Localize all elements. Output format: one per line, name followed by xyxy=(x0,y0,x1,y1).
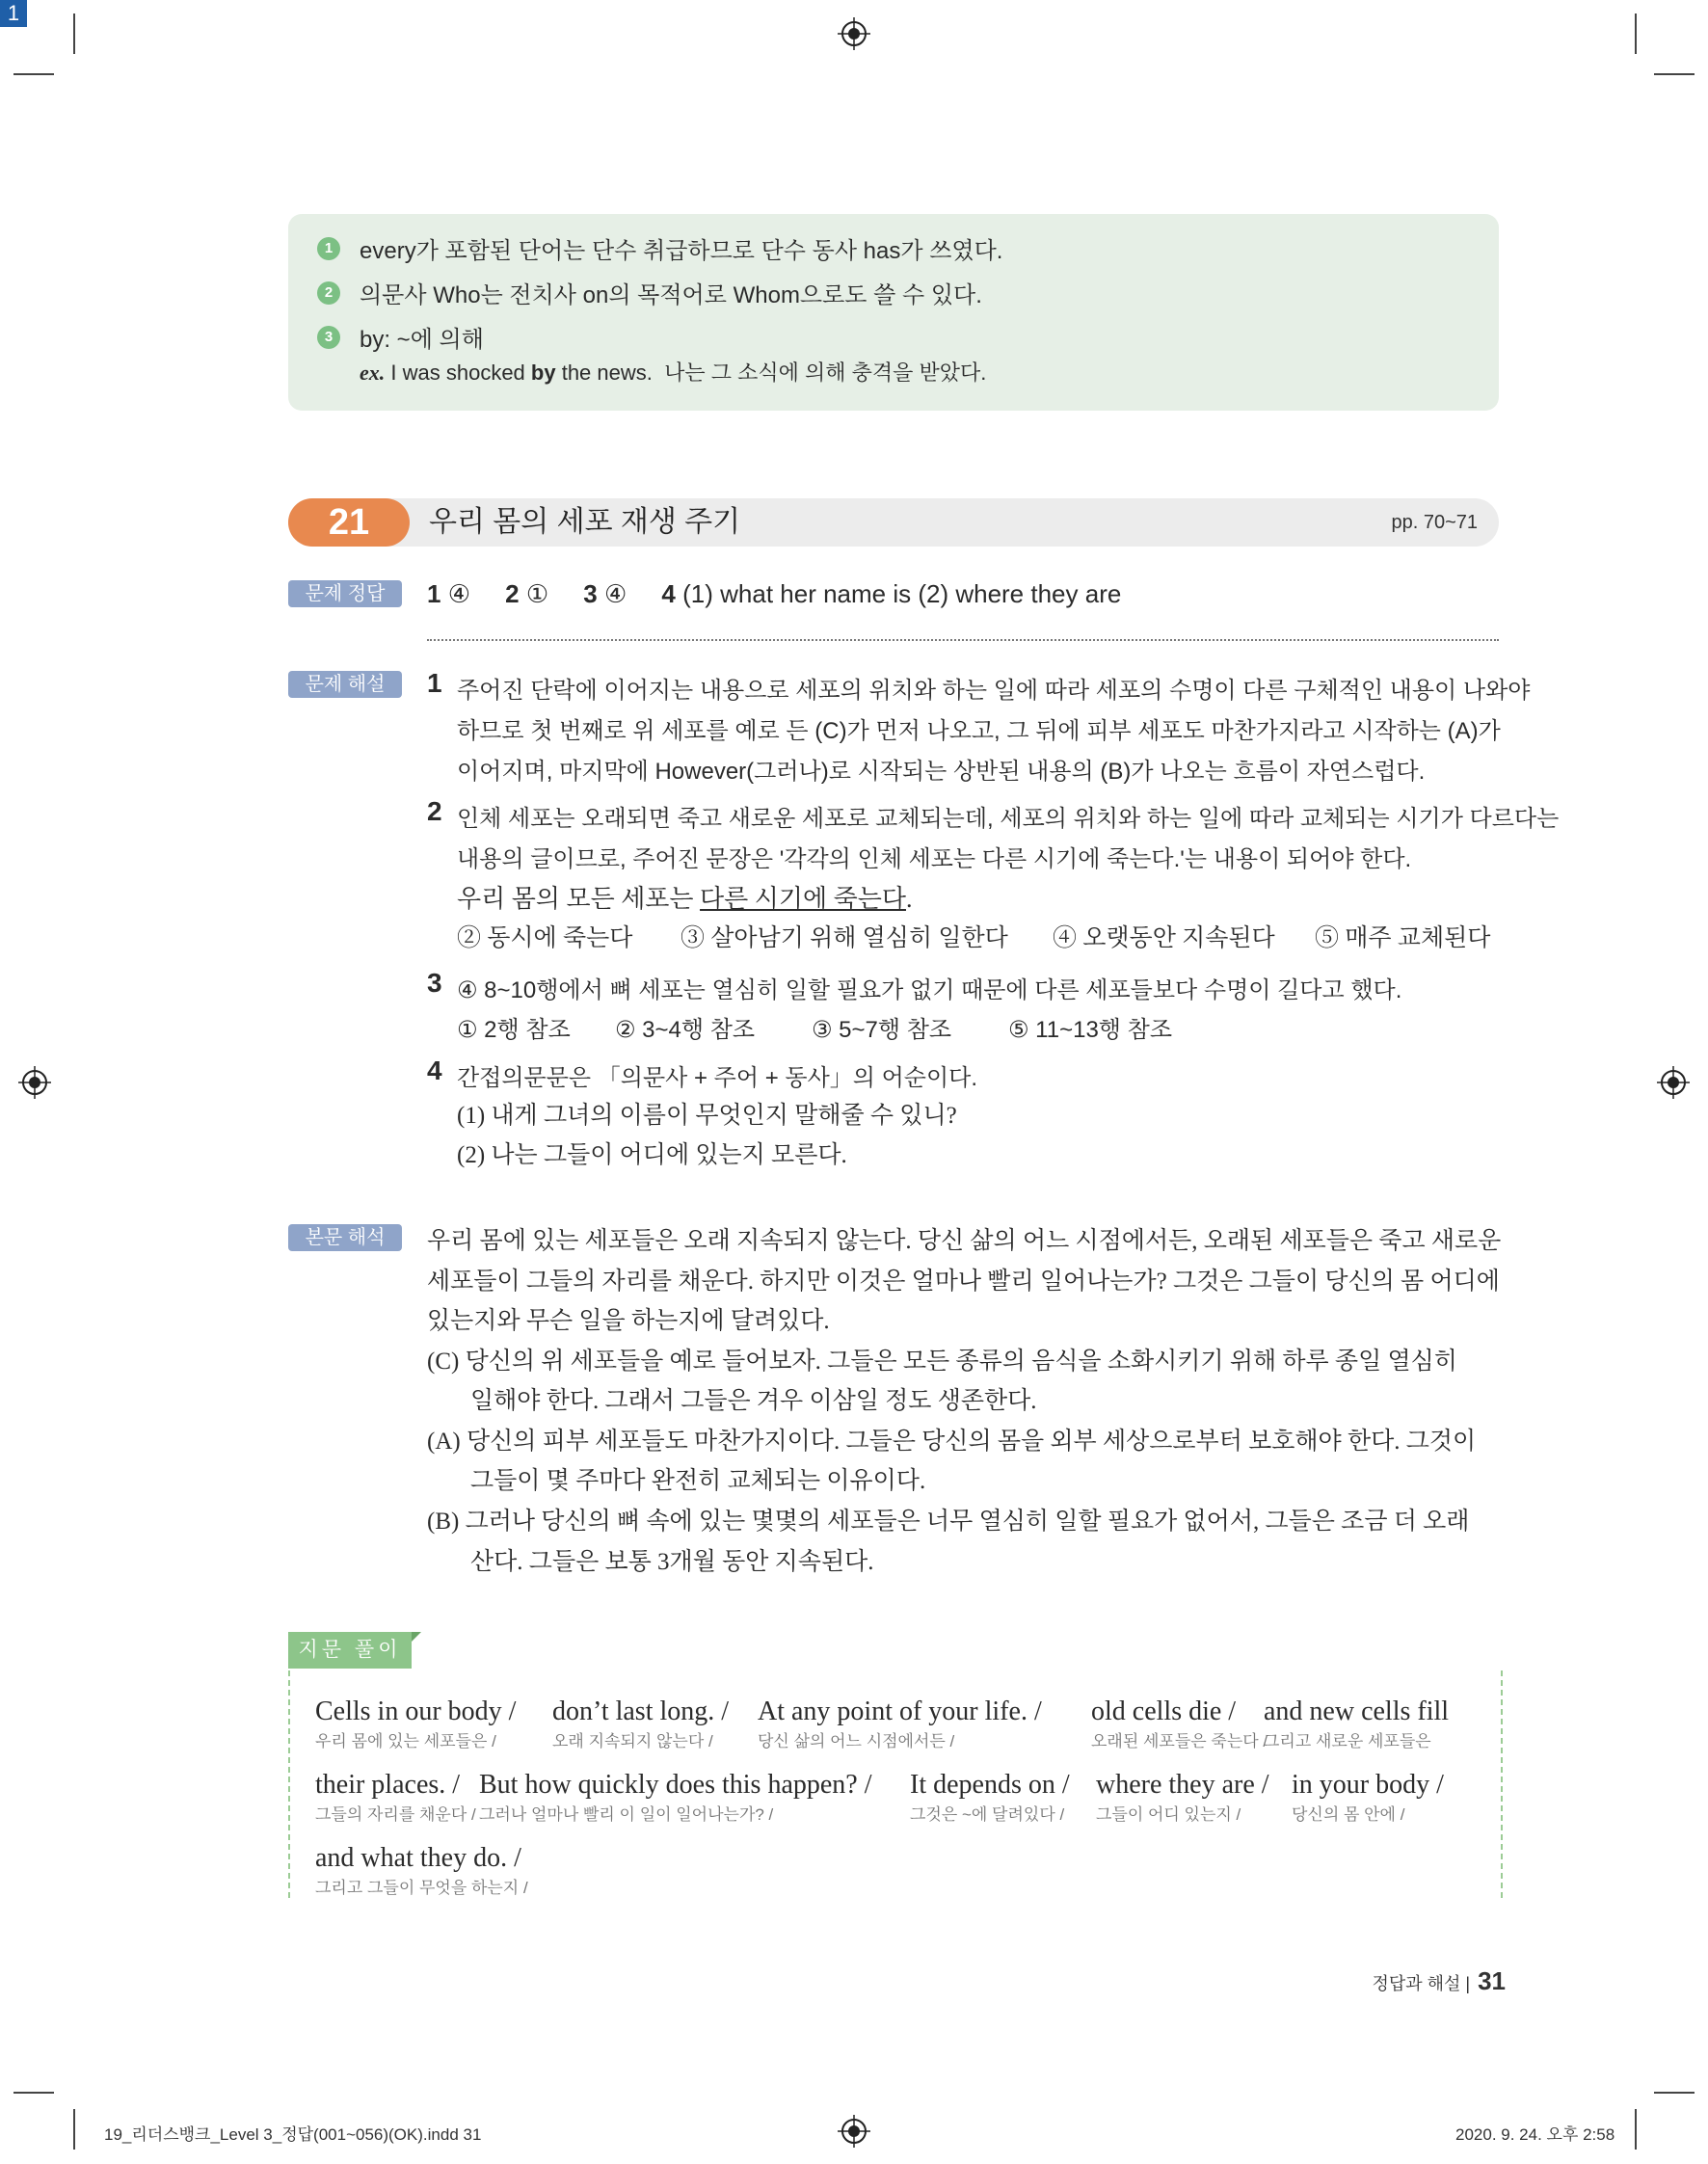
page-footer xyxy=(1372,1966,1506,1996)
english-chunk: It depends on / xyxy=(910,1770,1070,1800)
note-number-2-icon: 2 xyxy=(317,281,340,305)
crop-mark xyxy=(1654,2092,1695,2094)
registration-mark-icon xyxy=(18,1066,51,1099)
english-chunk: At any point of your life. / xyxy=(758,1696,1042,1726)
crop-mark xyxy=(13,2092,54,2094)
translation-text: 일해야 한다. 그래서 그들은 겨우 이삼일 정도 생존한다. xyxy=(470,1388,1037,1414)
example-translation: 나는 그 소식에 의해 충격을 받았다. xyxy=(664,361,987,385)
note-text: 의문사 Who는 전치사 on의 목적어로 Whom으로도 쓸 수 있다. xyxy=(360,282,982,308)
english-chunk: Cells in our body / xyxy=(315,1696,517,1726)
passage-tag-fold xyxy=(412,1632,421,1642)
example-bold: by xyxy=(530,361,556,385)
footer-label: 정답과 해설 | xyxy=(1372,1974,1471,1993)
underlined-answer: 다른 시기에 죽는다 xyxy=(700,885,906,913)
passage-chunk xyxy=(1264,1696,1449,1751)
passage-chunk xyxy=(479,1770,872,1825)
explanation-text: 내용의 글이므로, 주어진 문장은 '각각의 인체 세포는 다른 시기에 죽는다.'는 내용이 되어야 한다. xyxy=(457,846,1412,872)
translation-text: (B) 그러나 당신의 뼈 속에 있는 몇몇의 세포들은 너무 열심히 일할 필요가 없어서, 그들은 조금 더 오래 xyxy=(427,1509,1470,1535)
english-chunk: don’t last long. / xyxy=(552,1696,730,1726)
explanation-text: ④ 8~10행에서 뼈 세포는 열심히 일할 필요가 없기 때문에 다른 세포들보다 수명이 길다고 했다. xyxy=(457,977,1402,1003)
english-chunk: their places. / xyxy=(315,1770,461,1800)
sentence-text: . xyxy=(905,885,913,913)
explanation-text xyxy=(457,879,912,915)
explanation-tag: 문제 해설 xyxy=(288,671,402,698)
registration-mark-icon xyxy=(1657,1066,1690,1099)
reference-text: ② 3~4행 참조 xyxy=(615,1017,756,1043)
english-chunk: in your body / xyxy=(1292,1770,1444,1800)
grammar-notes-box xyxy=(288,214,1499,411)
print-slug-date: 2020. 9. 24. 오후 2:58 xyxy=(1455,2125,1615,2144)
note-text: every가 포함된 단어는 단수 취급하므로 단수 동사 has가 쓰였다. xyxy=(360,238,1003,264)
answer-number: 3 xyxy=(583,579,598,608)
question-number: 4 xyxy=(427,1055,442,1085)
option-text: ⑤ 매주 교체된다 xyxy=(1315,925,1491,951)
option-text: ③ 살아남기 위해 열심히 일한다 xyxy=(681,925,1008,951)
question-number: 2 xyxy=(427,796,442,826)
explanation-text: 주어진 단락에 이어지는 내용으로 세포의 위치와 하는 일에 따라 세포의 수명이 다른 구체적인 내용이 나와야 xyxy=(457,678,1531,704)
english-chunk: and what they do. / xyxy=(315,1843,521,1873)
answer-value: ④ xyxy=(603,579,627,608)
answer-value: (1) what her name is (2) where they are xyxy=(682,579,1122,608)
crop-mark xyxy=(1635,2109,1637,2150)
korean-gloss: 그들의 자리를 채운다 / xyxy=(315,1805,476,1824)
passage-chunk xyxy=(315,1843,528,1898)
note-item-1 xyxy=(317,231,1002,265)
registration-mark-icon xyxy=(838,2115,870,2148)
crop-mark xyxy=(1635,13,1637,54)
example-text: I was shocked xyxy=(390,361,531,385)
explanation-text: 이어지며, 마지막에 However(그러나)로 시작되는 상반된 내용의 (B)가 나오는 흐름이 자연스럽다. xyxy=(457,759,1426,785)
sentence-text: 우리 몸의 모든 세포는 xyxy=(457,885,701,913)
answer-value: ① xyxy=(525,579,549,608)
translation-text: (C) 당신의 위 세포들을 예로 들어보자. 그들은 모든 종류의 음식을 소화시키기 위해 하루 종일 열심히 xyxy=(427,1349,1457,1375)
explanation-text: (1) 내게 그녀의 이름이 무엇인지 말해줄 수 있니? xyxy=(457,1103,957,1129)
question-number: 1 xyxy=(427,668,442,698)
explanation-text: 인체 세포는 오래되면 죽고 새로운 세포로 교체되는데, 세포의 위치와 하는 일에 따라 교체되는 시기가 다르다는 xyxy=(457,806,1560,832)
answers-tag: 문제 정답 xyxy=(288,580,402,607)
crop-mark xyxy=(73,13,75,54)
korean-gloss: 그들이 어디 있는지 / xyxy=(1096,1805,1241,1824)
translation-text: 있는지와 무슨 일을 하는지에 달려있다. xyxy=(427,1308,830,1334)
note-text: by: ~에 의해 xyxy=(360,327,484,353)
note-item-2 xyxy=(317,276,982,309)
passage-chunk xyxy=(552,1696,729,1751)
section-number: 21 xyxy=(288,498,410,547)
explanation-text: (2) 나는 그들이 어디에 있는지 모른다. xyxy=(457,1142,847,1168)
crop-mark xyxy=(13,73,54,75)
korean-gloss: 우리 몸에 있는 세포들은 / xyxy=(315,1732,496,1750)
korean-gloss: 당신 삶의 어느 시점에서든 / xyxy=(758,1732,955,1750)
translation-text: (A) 당신의 피부 세포들도 마찬가지이다. 그들은 당신의 몸을 외부 세상으로부터 보호해야 한다. 그것이 xyxy=(427,1429,1477,1455)
section-pages: pp. 70~71 xyxy=(1391,512,1478,533)
registration-mark-icon xyxy=(838,17,870,50)
dotted-divider xyxy=(427,639,1499,641)
answer-number: 4 xyxy=(661,579,676,608)
translation-tag: 본문 해석 xyxy=(288,1224,402,1251)
korean-gloss: 그러나 얼마나 빨리 이 일이 일어나는가? / xyxy=(479,1805,774,1824)
question-number: 3 xyxy=(427,968,442,998)
korean-gloss: 오래된 세포들은 죽는다 / xyxy=(1091,1732,1268,1750)
passage-tag: 지문 풀이 xyxy=(288,1632,412,1669)
section-title: 우리 몸의 세포 재생 주기 xyxy=(429,506,741,538)
option-text: ② 동시에 죽는다 xyxy=(457,925,633,951)
translation-text: 그들이 몇 주마다 완전히 교체되는 이유이다. xyxy=(470,1468,926,1494)
reference-text: ⑤ 11~13행 참조 xyxy=(1008,1017,1173,1043)
passage-chunk xyxy=(1096,1770,1269,1825)
reference-text: ① 2행 참조 xyxy=(457,1017,571,1043)
explanation-text: 하므로 첫 번째로 위 세포를 예로 든 (C)가 먼저 나오고, 그 뒤에 피부 세포도 마찬가지라고 시작하는 (A)가 xyxy=(457,718,1501,744)
answer-number: 2 xyxy=(505,579,520,608)
english-chunk: and new cells fill xyxy=(1264,1696,1450,1726)
note-item-3 xyxy=(317,320,484,354)
korean-gloss: 그리고 그들이 무엇을 하는지 / xyxy=(315,1879,528,1897)
reference-text: ③ 5~7행 참조 xyxy=(812,1017,952,1043)
section-header xyxy=(288,498,1499,547)
crop-mark xyxy=(1654,73,1695,75)
explanation-text: 간접의문문은 「의문사 + 주어 + 동사」의 어순이다. xyxy=(457,1065,978,1091)
answer-value: ④ xyxy=(447,579,471,608)
page-corner-badge: 1 xyxy=(0,0,27,27)
passage-chunk xyxy=(315,1770,476,1825)
korean-gloss: 그리고 새로운 세포들은 xyxy=(1264,1732,1431,1750)
korean-gloss: 오래 지속되지 않는다 / xyxy=(552,1732,713,1750)
note-number-1-icon: 1 xyxy=(317,237,340,260)
note-number-3-icon: 3 xyxy=(317,326,340,349)
page-number: 31 xyxy=(1478,1966,1506,1995)
print-slug-file: 19_리더스뱅크_Level 3_정답(001~056)(OK).indd 31 xyxy=(104,2125,482,2144)
passage-chunk xyxy=(315,1696,516,1751)
english-chunk: where they are / xyxy=(1096,1770,1269,1800)
crop-mark xyxy=(73,2109,75,2150)
example-label: ex. xyxy=(360,361,386,385)
option-text: ④ 오랫동안 지속된다 xyxy=(1053,925,1275,951)
translation-text: 세포들이 그들의 자리를 채운다. 하지만 이것은 얼마나 빨리 일어나는가? 그것은 그들이 당신의 몸 어디에 xyxy=(427,1269,1500,1295)
passage-chunk xyxy=(1091,1696,1268,1751)
translation-text: 산다. 그들은 보통 3개월 동안 지속된다. xyxy=(470,1549,874,1575)
korean-gloss: 그것은 ~에 달려있다 / xyxy=(910,1805,1065,1824)
answers-line xyxy=(427,579,1121,609)
answer-number: 1 xyxy=(427,579,441,608)
passage-chunk xyxy=(1292,1770,1444,1825)
note-example xyxy=(360,357,986,387)
korean-gloss: 당신의 몸 안에 / xyxy=(1292,1805,1405,1824)
example-text: the news. xyxy=(555,361,653,385)
passage-chunk xyxy=(758,1696,1042,1751)
english-chunk: old cells die / xyxy=(1091,1696,1237,1726)
english-chunk: But how quickly does this happen? / xyxy=(479,1770,872,1800)
passage-chunk xyxy=(910,1770,1070,1825)
translation-text: 우리 몸에 있는 세포들은 오래 지속되지 않는다. 당신 삶의 어느 시점에서든, 오래된 세포들은 죽고 새로운 xyxy=(427,1228,1502,1254)
